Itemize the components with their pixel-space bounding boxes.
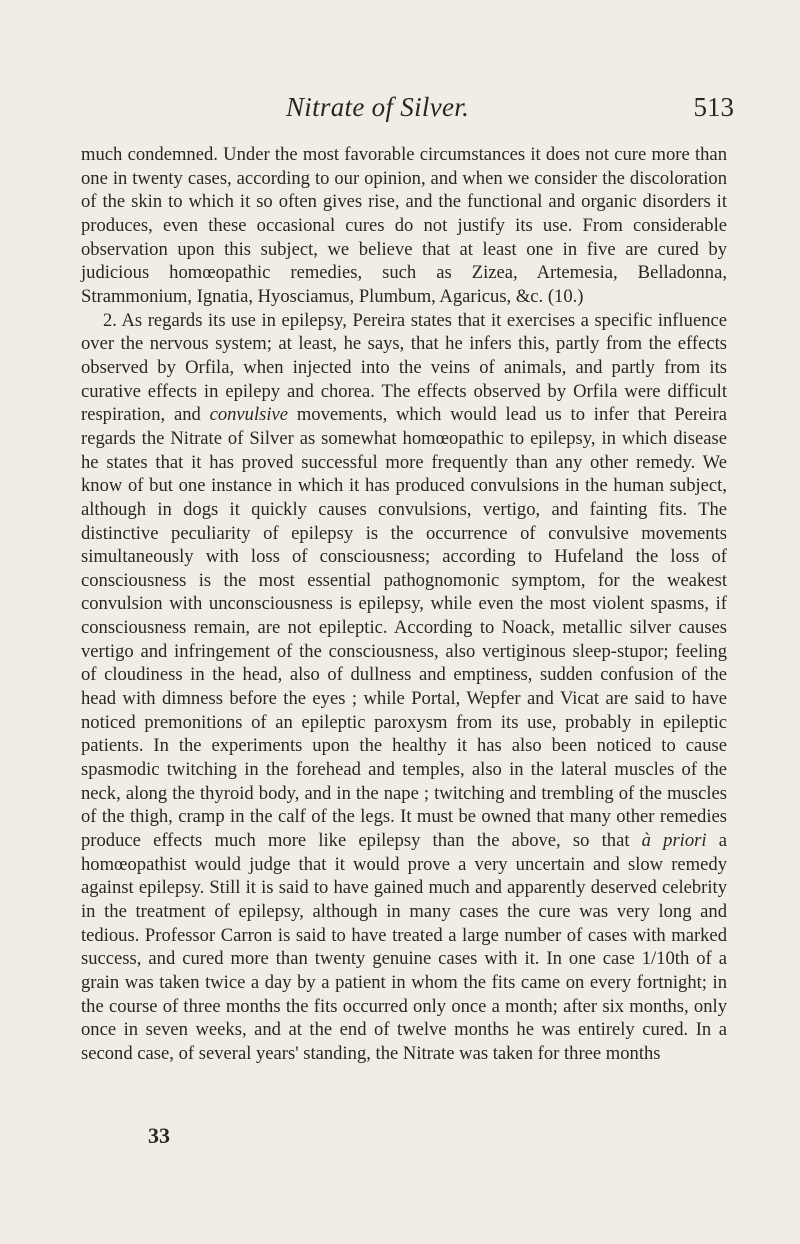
paragraph-2-part-c: a homœopathist would judge that it would prove a very uncertain and slow remedy against epilepsy. Still it is said to have gained much and apparently deserved celebrity in the treatment of epilepsy, although in many cases the cure was very long and tedious. Professor Carron is said to have treated a large number of cases with marked success, and cured more than twenty genuine cases with it. In one case 1/10th of a grain was taken twice a day by a patient in whom the fits came on every fortnight; in the course of three months the fits occurred only once a month; after six months, only once in seven weeks, and at the end of twelve months he was entirely cured. In a second case, of several years' standing, the Nitrate was taken for three months <box>81 830 727 1064</box>
paragraph-2-part-a: 2. As regards its use in epilepsy, Pereira states that it exercises a specific influence over the nervous system; at least, he says, that he infers this, partly from the effects observed by Orfila, when injected into the veins of animals, and partly from its curative effects in epilepy and chorea. The effects observed by Orfila were difficult respiration, and <box>81 309 727 426</box>
paragraph-1: much condemned. Under the most favorable circumstances it does not cure more than one in twenty cases, according to our opinion, and when we consider the discoloration of the skin to which it so often gives rise, and the functional and organic disorders it produces, even these occasional cures do not justify its use. From considerable observation upon this subject, we believe that at least one in five are cured by judicious homœopathic remedies, such as Zizea, Artemesia, Belladonna, Strammonium, Ignatia, Hyosciamus, Plumbum, Agaricus, &c. (10.) <box>81 144 727 307</box>
paragraph-2-part-b: movements, which would lead us to infer that Pereira regards the Nitrate of Silver as somewhat homœopathic to epilepsy, in which disease he states that it has proved successful more frequently than any other remedy. We know of but one instance in which it has produced convulsions in the human subject, although in dogs it quickly causes convulsions, vertigo, and fainting fits. The distinctive peculiarity of epilepsy is the occurrence of convulsive movements simultaneously with loss of consciousness; according to Hufeland the loss of consciousness is the most essential pathognomonic symptom, for the weakest convulsion with unconsciousness is epilepsy, while even the most violent spasms, if consciousness remain, are not epileptic. According to Noack, metallic silver causes vertigo and infringement of the consciousness, also vertiginous sleep-stupor; feeling of cloudiness in the head, also of dullness and emptiness, sudden confusion of the head with dimness before the eyes ; while Portal, Wepfer and Vicat are said to have noticed premonitions of an epileptic paroxysm from its use, probably in epileptic patients. In the experiments upon the healthy it has also been noticed to cause spasmodic twitching in the forehead and temples, also in the lateral muscles of the neck, along the thyroid body, and in the nape ; twitching and trembling of the muscles of the thigh, cramp in the calf of the legs. It must be owned that many other remedies produce effects much more like epilepsy than the above, so that <box>81 404 727 852</box>
emphasis-convulsive: convulsive <box>209 404 289 426</box>
body-text <box>81 143 727 1066</box>
signature-mark: 33 <box>148 1123 170 1148</box>
paragraph-2 <box>81 309 727 1066</box>
running-title: Nitrate of Silver. <box>286 92 470 122</box>
emphasis-a-priori: à priori <box>641 830 707 852</box>
running-head <box>286 92 734 122</box>
page-number: 513 <box>693 92 734 122</box>
